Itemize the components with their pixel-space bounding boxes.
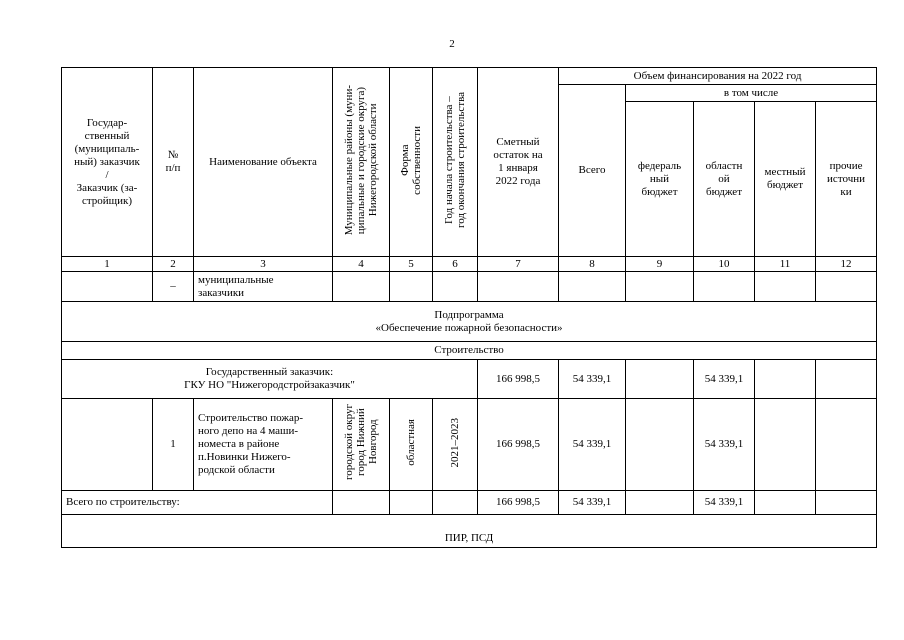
header-balance: Сметный остаток на 1 января 2022 года (478, 68, 559, 257)
header-including: в том числе (626, 85, 877, 102)
customer-regional: 54 339,1 (694, 360, 755, 399)
subtotal-balance: 166 998,5 (478, 491, 559, 515)
col-number: 4 (333, 257, 390, 272)
subtotal-total: 54 339,1 (559, 491, 626, 515)
object-regional: 54 339,1 (694, 399, 755, 491)
object-district: городской округ город Нижний Новгород (343, 404, 379, 481)
header-customer: Государ- ственный (муниципаль- ный) заказчик / Заказчик (за- стройщик) (62, 68, 153, 257)
municipal-customers-label: муниципальные заказчики (194, 272, 333, 302)
header-total: Всего (559, 85, 626, 257)
header-local: местный бюджет (755, 102, 816, 257)
header-districts-cell (333, 68, 390, 257)
financing-table (61, 67, 877, 548)
object-name: Строительство пожар- ного депо на 4 маши- номеста в районе п.Новинки Нижего- родской области (194, 399, 333, 491)
header-years-cell (433, 68, 478, 257)
subtotal-regional: 54 339,1 (694, 491, 755, 515)
col-number: 5 (390, 257, 433, 272)
header-financing: Объем финансирования на 2022 год (559, 68, 877, 85)
object-district-cell (333, 399, 390, 491)
header-federal: федераль ный бюджет (626, 102, 694, 257)
subprogram-title: Подпрограмма «Обеспечение пожарной безопасности» (62, 302, 877, 342)
object-num: 1 (153, 399, 194, 491)
col-number: 9 (626, 257, 694, 272)
object-ownership: областная (405, 419, 417, 466)
header-ownership: Форма собственности (399, 125, 423, 195)
header-ownership-cell (390, 68, 433, 257)
header-num: № п/п (153, 68, 194, 257)
customer-balance: 166 998,5 (478, 360, 559, 399)
page-number: 2 (449, 38, 455, 50)
col-number: 10 (694, 257, 755, 272)
col-number: 1 (62, 257, 153, 272)
col-number: 6 (433, 257, 478, 272)
object-years-cell (433, 399, 478, 491)
col-number: 2 (153, 257, 194, 272)
header-object-name: Наименование объекта (194, 68, 333, 257)
subtotal-label: Всего по строительству: (62, 491, 333, 515)
col-number: 8 (559, 257, 626, 272)
col-number: 12 (816, 257, 877, 272)
header-regional: областн ой бюджет (694, 102, 755, 257)
object-total: 54 339,1 (559, 399, 626, 491)
col-number: 7 (478, 257, 559, 272)
col-number: 11 (755, 257, 816, 272)
municipal-dash: – (153, 272, 194, 302)
section-construction: Строительство (62, 342, 877, 360)
header-other: прочие источни ки (816, 102, 877, 257)
section-pir-psd: ПИР, ПСД (62, 515, 877, 548)
customer-total: 54 339,1 (559, 360, 626, 399)
object-years: 2021–2023 (449, 417, 461, 468)
object-ownership-cell (390, 399, 433, 491)
object-balance: 166 998,5 (478, 399, 559, 491)
header-districts: Муниципальные районы (муни- ципальные и городские округа) Нижегородской области (343, 84, 379, 236)
col-number: 3 (194, 257, 333, 272)
header-years: Год начала строительства – год окончания строительства (443, 92, 467, 228)
state-customer-label: Государственный заказчик: ГКУ НО "Нижегородстройзаказчик" (62, 360, 478, 399)
